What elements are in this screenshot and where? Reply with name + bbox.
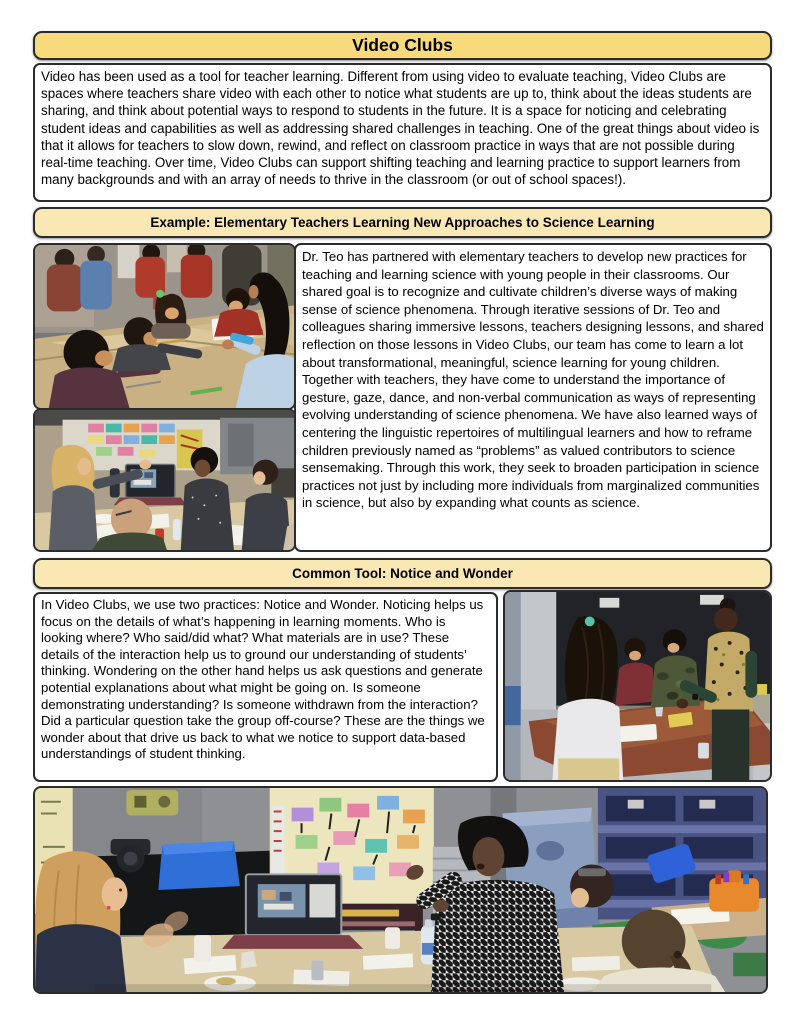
children-collaborating-at-classroom-desks-photo [33,243,296,410]
teachers-video-club-meeting-photo [33,408,296,552]
students-and-teacher-around-table-photo [503,590,772,782]
teachers-discussing-classroom-video-photo [33,786,768,994]
example-section-header: Example: Elementary Teachers Learning New Approaches to Science Learning [33,207,772,238]
notice-wonder-paragraph: In Video Clubs, we use two practices: Notice and Wonder. Noticing helps us focus on the details of what’s happening in learning moments. Who is looking where? Who said/did what? What materials are in use? These details of the interaction help us to ground our understanding of students’ thinking. Wondering on the other hand helps us ask questions and generate potential explanations about what might be going on. Is someone demonstrating understanding? Is someone withdrawn from the interaction? Did a particular question take the group off-course? These are the things we wonder about that drive us back to what we notice to support data-based understandings of student thinking. [33,592,498,782]
intro-paragraph: Video has been used as a tool for teacher learning. Different from using video to evaluate teaching, Video Clubs are spaces where teachers share video with each other to notice what students are up to, think about the ideas students are sharing, and think about potential ways to respond to students in the future. It is a space for noticing and celebrating student ideas and capabilities as well as addressing shared challenges in teaching. One of the great things about video is that it allows for teachers to slow down, rewind, and reflect on classroom practice in ways that are not possible during real-time teaching. Over time, Video Clubs can support shifting teaching and learning practice to support learners from many backgrounds and with an array of needs to thrive in the classroom (or out of school spaces!). [33,63,772,202]
example-paragraph: Dr. Teo has partnered with elementary teachers to develop new practices for teaching and learning science with young people in their classrooms. Our shared goal is to recognize and cultivate children’s diverse ways of making sense of science phenomena. Through iterative sessions of Dr. Teo and colleagues sharing immersive lessons, teachers designing lessons, and shared reflection on those lessons in Video Clubs, our team has come to learn a lot about transformational, meaningful, science learning for young children. Together with teachers, they have come to understand the importance of gesture, gaze, dance, and non-verbal communication as ways of representing evolving understanding of science phenomena. We have also learned ways of centering the linguistic repertoires of multilingual learners and how to reframe children previously named as “problems” as valued contributors to science sensemaking. Through this work, they seek to broaden participation in science practices not just by including more individuals from marginalized communities in science, but also by expanding what counts as science. [294,243,772,552]
page-title: Video Clubs [33,31,772,60]
video-club-discussion-illustration [35,788,766,992]
video-club-meeting-illustration [35,410,294,550]
students-table-illustration [505,592,770,780]
classroom-kids-illustration [35,245,294,408]
common-tool-header: Common Tool: Notice and Wonder [33,558,772,589]
